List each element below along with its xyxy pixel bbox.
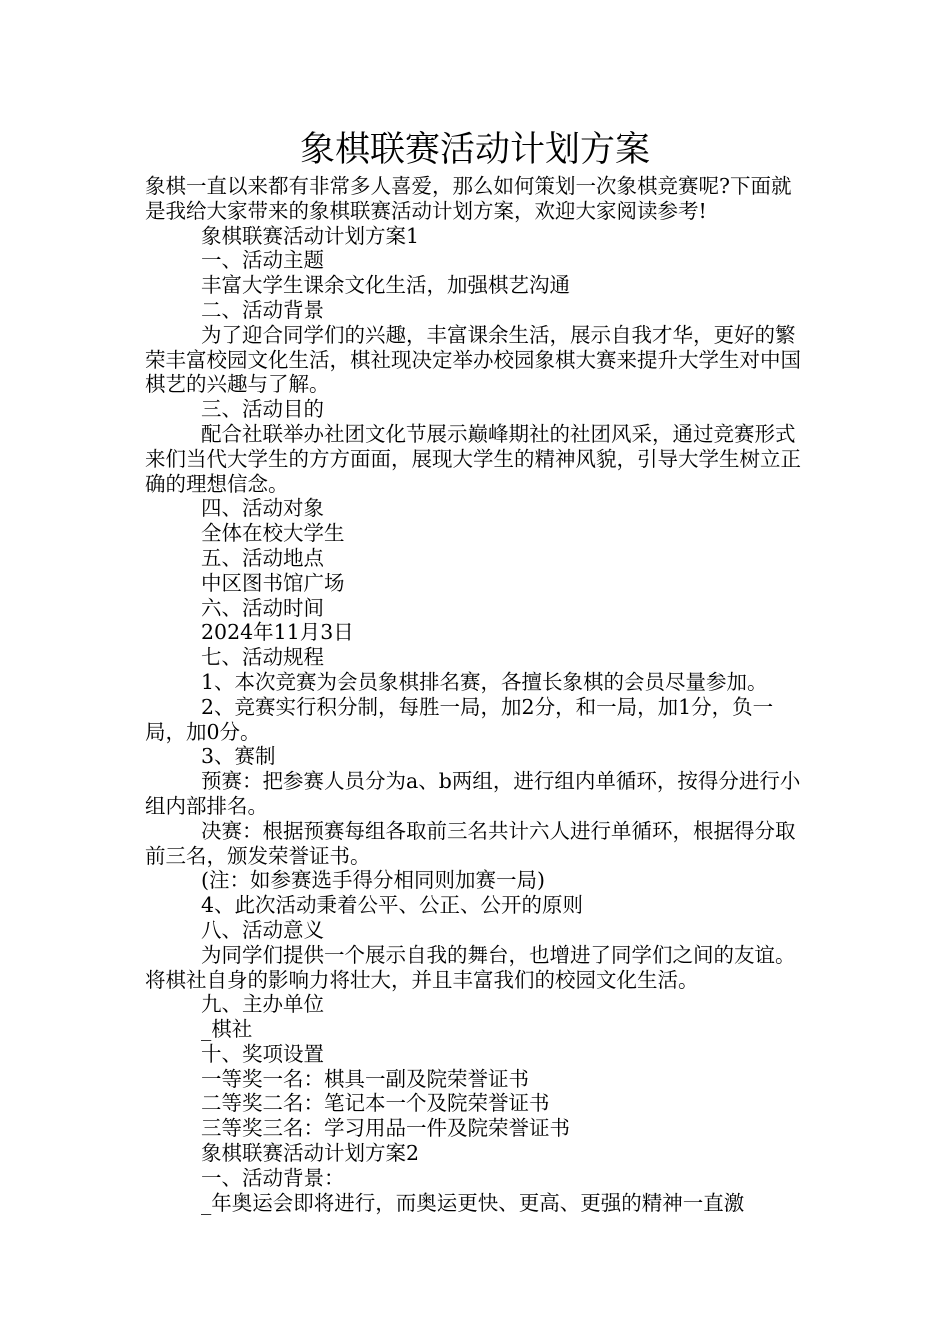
paragraph: 三、活动目的: [201, 397, 324, 422]
paragraph: 全体在校大学生: [201, 521, 345, 546]
paragraph: 1、本次竞赛为会员象棋排名赛，各擅长象棋的会员尽量参加。: [201, 669, 768, 694]
paragraph: 象棋联赛活动计划方案2: [201, 1141, 420, 1166]
paragraph: _棋社: [201, 1017, 253, 1042]
paragraph: 六、活动时间: [201, 595, 324, 620]
paragraph: 四、活动对象: [201, 496, 324, 521]
paragraph: 一、活动主题: [201, 248, 324, 273]
paragraph: 丰富大学生课余文化生活，加强棋艺沟通: [201, 273, 570, 298]
paragraph: 配合社联举办社团文化节展示巅峰期社的社团风采，通过竞赛形式来们当代大学生的方方面面，展现大学生的精神风貌，引导大学生树立正确的理想信念。: [145, 421, 801, 496]
paragraph: (注：如参赛选手得分相同则加赛一局): [201, 868, 545, 893]
paragraph: 一等奖一名：棋具一副及院荣誉证书: [201, 1066, 529, 1091]
paragraph: 预赛：把参赛人员分为a、b两组，进行组内单循环，按得分进行小组内部排名。: [145, 769, 801, 818]
paragraph: 象棋一直以来都有非常多人喜爱，那么如何策划一次象棋竞赛呢?下面就是我给大家带来的象棋联赛活动计划方案，欢迎大家阅读参考!: [145, 174, 792, 223]
paragraph: 二、活动背景: [201, 297, 324, 322]
paragraph: 3、赛制: [201, 744, 276, 769]
paragraph: 三等奖三名：学习用品一件及院荣誉证书: [201, 1116, 570, 1141]
paragraph: 2、竞赛实行积分制，每胜一局，加2分，和一局，加1分，负一局，加0分。: [145, 694, 774, 744]
paragraph: 中区图书馆广场: [201, 570, 345, 595]
paragraph: 二等奖二名：笔记本一个及院荣誉证书: [201, 1091, 550, 1116]
paragraph: 为了迎合同学们的兴趣，丰富课余生活，展示自我才华，更好的繁荣丰富校园文化生活，棋社现决定举办校园象棋大赛来提升大学生对中国棋艺的兴趣与了解。: [145, 322, 801, 397]
paragraph: 九、主办单位: [201, 992, 324, 1017]
paragraph: 象棋联赛活动计划方案1: [201, 223, 420, 248]
document-title: 象棋联赛活动计划方案: [299, 130, 650, 170]
paragraph: 五、活动地点: [201, 545, 324, 570]
paragraph: 七、活动规程: [201, 645, 324, 670]
paragraph: _年奥运会即将进行，而奥运更快、更高、更强的精神一直激: [201, 1190, 745, 1215]
paragraph: 八、活动意义: [201, 917, 324, 942]
paragraph: 一、活动背景：: [201, 1165, 345, 1190]
paragraph: 2024年11月3日: [201, 620, 354, 645]
paragraph: 4、此次活动秉着公平、公正、公开的原则: [201, 893, 584, 918]
paragraph: 决赛：根据预赛每组各取前三名共计六人进行单循环，根据得分取前三名，颁发荣誉证书。: [145, 818, 796, 868]
document-body: [145, 174, 805, 1215]
paragraph: 为同学们提供一个展示自我的舞台，也增进了同学们之间的友谊。将棋社自身的影响力将壮大，并且丰富我们的校园文化生活。: [145, 942, 796, 992]
paragraph: 十、奖项设置: [201, 1041, 324, 1066]
